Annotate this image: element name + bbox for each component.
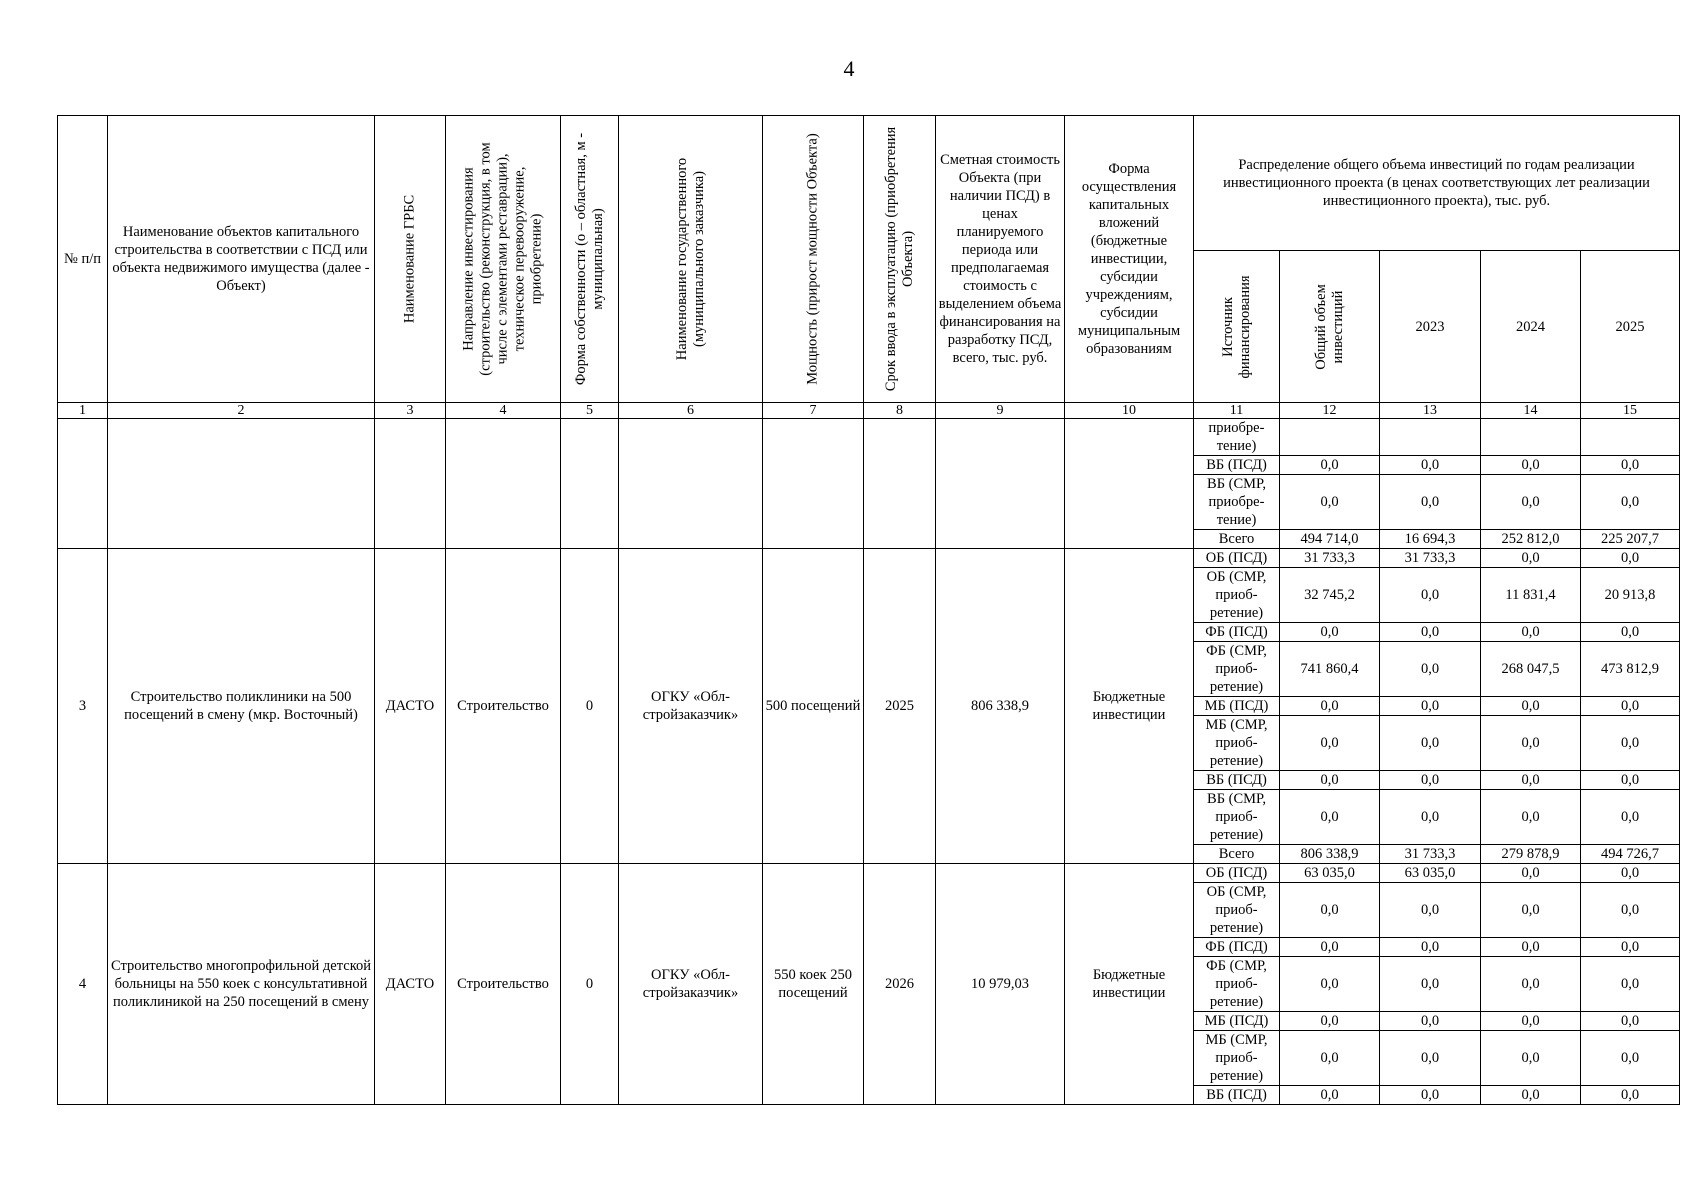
year-2025-cell: 473 812,9 bbox=[1581, 642, 1680, 697]
column-number-12: 12 bbox=[1280, 403, 1380, 419]
header-ownership: Форма собственности (о – областная, м - муниципальная) bbox=[561, 116, 619, 403]
customer-cell: ОГКУ «Обл-стройзаказчик» bbox=[619, 864, 763, 1105]
total-investment-cell: 806 338,9 bbox=[1280, 845, 1380, 864]
investment-form-cell: Бюджетные инвестиции bbox=[1065, 864, 1194, 1105]
estimated-cost-cell: 10 979,03 bbox=[936, 864, 1065, 1105]
year-2023-cell: 0,0 bbox=[1380, 957, 1481, 1012]
year-2024-cell: 252 812,0 bbox=[1481, 530, 1581, 549]
year-2024-cell: 0,0 bbox=[1481, 475, 1581, 530]
column-number-8: 8 bbox=[864, 403, 936, 419]
empty-cell bbox=[864, 419, 936, 549]
capacity-cell: 500 посещений bbox=[763, 549, 864, 864]
year-2024-cell: 268 047,5 bbox=[1481, 642, 1581, 697]
funding-source-cell: ФБ (ПСД) bbox=[1194, 623, 1280, 642]
column-number-2: 2 bbox=[108, 403, 375, 419]
column-number-14: 14 bbox=[1481, 403, 1581, 419]
table-row bbox=[58, 419, 1680, 456]
year-2023-cell bbox=[1380, 419, 1481, 456]
column-number-7: 7 bbox=[763, 403, 864, 419]
total-investment-cell: 0,0 bbox=[1280, 771, 1380, 790]
year-2024-cell: 0,0 bbox=[1481, 883, 1581, 938]
header-object-name: Наименование объектов капитального строительства в соответствии с ПСД или объекта недвижимого имущества (далее - Объект) bbox=[108, 116, 375, 403]
funding-source-cell: ВБ (ПСД) bbox=[1194, 771, 1280, 790]
year-2025-cell: 0,0 bbox=[1581, 957, 1680, 1012]
page-number: 4 bbox=[843, 56, 855, 81]
year-2023-cell: 0,0 bbox=[1380, 456, 1481, 475]
year-2023-cell: 0,0 bbox=[1380, 623, 1481, 642]
ownership-cell: 0 bbox=[561, 864, 619, 1105]
total-investment-cell: 0,0 bbox=[1280, 883, 1380, 938]
total-investment-cell: 63 035,0 bbox=[1280, 864, 1380, 883]
year-2025-cell: 0,0 bbox=[1581, 1012, 1680, 1031]
header-capacity: Мощность (прирост мощности Объекта) bbox=[763, 116, 864, 403]
year-2024-cell: 0,0 bbox=[1481, 456, 1581, 475]
funding-source-cell: МБ (СМР, приоб-ретение) bbox=[1194, 1031, 1280, 1086]
year-2025-cell: 0,0 bbox=[1581, 1086, 1680, 1105]
year-2024-cell: 0,0 bbox=[1481, 623, 1581, 642]
empty-cell bbox=[936, 419, 1065, 549]
funding-source-cell: ФБ (ПСД) bbox=[1194, 938, 1280, 957]
year-2023-cell: 16 694,3 bbox=[1380, 530, 1481, 549]
year-2025-cell: 225 207,7 bbox=[1581, 530, 1680, 549]
total-investment-cell: 0,0 bbox=[1280, 716, 1380, 771]
header-direction: Направление инвестирования (строительство (реконструкция, в том числе с элементами реставрации), техническое перевооружение, приобретение) bbox=[446, 116, 561, 403]
deadline-cell: 2025 bbox=[864, 549, 936, 864]
year-2023-cell: 0,0 bbox=[1380, 1012, 1481, 1031]
funding-source-cell: МБ (ПСД) bbox=[1194, 697, 1280, 716]
header-customer: Наименование государственного (муниципального заказчика) bbox=[619, 116, 763, 403]
funding-source-cell: МБ (ПСД) bbox=[1194, 1012, 1280, 1031]
header-estimated-cost: Сметная стоимость Объекта (при наличии ПСД) в ценах планируемого периода или предполагаемая стоимость с выделением объема финансирования на разработку ПСД, всего, тыс. руб. bbox=[936, 116, 1065, 403]
year-2024-cell: 0,0 bbox=[1481, 790, 1581, 845]
year-2023-cell: 0,0 bbox=[1380, 642, 1481, 697]
investment-form-cell: Бюджетные инвестиции bbox=[1065, 549, 1194, 864]
object-name: Строительство многопрофильной детской больницы на 550 коек с консультативной поликлиникой на 250 посещений в смену bbox=[108, 864, 375, 1105]
header-year-2024: 2024 bbox=[1481, 251, 1581, 403]
total-investment-cell: 0,0 bbox=[1280, 957, 1380, 1012]
funding-source-cell: приобре-тение) bbox=[1194, 419, 1280, 456]
empty-cell bbox=[561, 419, 619, 549]
year-2023-cell: 0,0 bbox=[1380, 790, 1481, 845]
header-total-investment: Общий объем инвестиций bbox=[1280, 251, 1380, 403]
empty-cell bbox=[58, 419, 108, 549]
funding-source-cell: Всего bbox=[1194, 845, 1280, 864]
empty-cell bbox=[1065, 419, 1194, 549]
column-number-5: 5 bbox=[561, 403, 619, 419]
table-row bbox=[58, 549, 1680, 568]
year-2023-cell: 0,0 bbox=[1380, 1086, 1481, 1105]
funding-source-cell: МБ (СМР, приоб-ретение) bbox=[1194, 716, 1280, 771]
total-investment-cell: 0,0 bbox=[1280, 1086, 1380, 1105]
year-2023-cell: 0,0 bbox=[1380, 1031, 1481, 1086]
header-investment-form: Форма осуществления капитальных вложений (бюджетные инвестиции, субсидии учреждениям, субсидии муниципальным образованиям bbox=[1065, 116, 1194, 403]
year-2023-cell: 31 733,3 bbox=[1380, 549, 1481, 568]
ownership-cell: 0 bbox=[561, 549, 619, 864]
column-number-13: 13 bbox=[1380, 403, 1481, 419]
year-2025-cell: 20 913,8 bbox=[1581, 568, 1680, 623]
header-deadline: Срок ввода в эксплуатацию (приобретения Объекта) bbox=[864, 116, 936, 403]
year-2025-cell: 0,0 bbox=[1581, 771, 1680, 790]
year-2025-cell: 0,0 bbox=[1581, 697, 1680, 716]
funding-source-cell: ВБ (СМР, приобре-тение) bbox=[1194, 475, 1280, 530]
column-number-3: 3 bbox=[375, 403, 446, 419]
empty-cell bbox=[446, 419, 561, 549]
year-2025-cell: 0,0 bbox=[1581, 475, 1680, 530]
funding-source-cell: ВБ (СМР, приоб-ретение) bbox=[1194, 790, 1280, 845]
object-number: 4 bbox=[58, 864, 108, 1105]
funding-source-cell: ВБ (ПСД) bbox=[1194, 1086, 1280, 1105]
funding-source-cell: ФБ (СМР, приоб-ретение) bbox=[1194, 957, 1280, 1012]
year-2025-cell: 0,0 bbox=[1581, 1031, 1680, 1086]
year-2023-cell: 0,0 bbox=[1380, 568, 1481, 623]
total-investment-cell: 0,0 bbox=[1280, 475, 1380, 530]
year-2024-cell: 0,0 bbox=[1481, 1031, 1581, 1086]
funding-source-cell: ОБ (ПСД) bbox=[1194, 549, 1280, 568]
direction-cell: Строительство bbox=[446, 864, 561, 1105]
header-grbs: Наименование ГРБС bbox=[375, 116, 446, 403]
year-2023-cell: 63 035,0 bbox=[1380, 864, 1481, 883]
deadline-cell: 2026 bbox=[864, 864, 936, 1105]
year-2025-cell: 0,0 bbox=[1581, 790, 1680, 845]
year-2023-cell: 0,0 bbox=[1380, 716, 1481, 771]
year-2024-cell: 0,0 bbox=[1481, 771, 1581, 790]
column-number-6: 6 bbox=[619, 403, 763, 419]
object-name: Строительство поликлиники на 500 посещений в смену (мкр. Восточный) bbox=[108, 549, 375, 864]
empty-cell bbox=[375, 419, 446, 549]
grbs-cell: ДАСТО bbox=[375, 864, 446, 1105]
total-investment-cell: 741 860,4 bbox=[1280, 642, 1380, 697]
total-investment-cell: 0,0 bbox=[1280, 1012, 1380, 1031]
year-2025-cell: 0,0 bbox=[1581, 883, 1680, 938]
year-2023-cell: 0,0 bbox=[1380, 883, 1481, 938]
total-investment-cell: 494 714,0 bbox=[1280, 530, 1380, 549]
year-2024-cell: 0,0 bbox=[1481, 697, 1581, 716]
investment-table bbox=[57, 115, 1680, 1105]
empty-cell bbox=[619, 419, 763, 549]
header-funding-source: Источник финансирования bbox=[1194, 251, 1280, 403]
year-2025-cell: 0,0 bbox=[1581, 549, 1680, 568]
header-year-2025: 2025 bbox=[1581, 251, 1680, 403]
table-row bbox=[58, 864, 1680, 883]
customer-cell: ОГКУ «Обл-стройзаказчик» bbox=[619, 549, 763, 864]
year-2025-cell: 0,0 bbox=[1581, 938, 1680, 957]
year-2024-cell: 0,0 bbox=[1481, 1086, 1581, 1105]
object-number: 3 bbox=[58, 549, 108, 864]
total-investment-cell: 0,0 bbox=[1280, 697, 1380, 716]
total-investment-cell: 0,0 bbox=[1280, 456, 1380, 475]
year-2025-cell bbox=[1581, 419, 1680, 456]
column-number-4: 4 bbox=[446, 403, 561, 419]
column-number-1: 1 bbox=[58, 403, 108, 419]
header-num: № п/п bbox=[58, 116, 108, 403]
year-2023-cell: 0,0 bbox=[1380, 771, 1481, 790]
header-year-2023: 2023 bbox=[1380, 251, 1481, 403]
column-number-11: 11 bbox=[1194, 403, 1280, 419]
total-investment-cell: 0,0 bbox=[1280, 938, 1380, 957]
empty-cell bbox=[108, 419, 375, 549]
year-2025-cell: 494 726,7 bbox=[1581, 845, 1680, 864]
year-2023-cell: 31 733,3 bbox=[1380, 845, 1481, 864]
year-2023-cell: 0,0 bbox=[1380, 475, 1481, 530]
header-distribution: Распределение общего объема инвестиций по годам реализации инвестиционного проекта (в ценах соответствующих лет реализации инвестиционного проекта), тыс. руб. bbox=[1194, 116, 1680, 251]
column-number-10: 10 bbox=[1065, 403, 1194, 419]
total-investment-cell bbox=[1280, 419, 1380, 456]
estimated-cost-cell: 806 338,9 bbox=[936, 549, 1065, 864]
funding-source-cell: ОБ (СМР, приоб-ретение) bbox=[1194, 568, 1280, 623]
funding-source-cell: ОБ (ПСД) bbox=[1194, 864, 1280, 883]
column-number-row bbox=[58, 403, 1680, 419]
year-2023-cell: 0,0 bbox=[1380, 938, 1481, 957]
total-investment-cell: 0,0 bbox=[1280, 1031, 1380, 1086]
year-2024-cell: 0,0 bbox=[1481, 957, 1581, 1012]
year-2024-cell: 11 831,4 bbox=[1481, 568, 1581, 623]
funding-source-cell: ФБ (СМР, приоб-ретение) bbox=[1194, 642, 1280, 697]
year-2024-cell: 0,0 bbox=[1481, 716, 1581, 771]
funding-source-cell: ВБ (ПСД) bbox=[1194, 456, 1280, 475]
year-2025-cell: 0,0 bbox=[1581, 716, 1680, 771]
column-number-9: 9 bbox=[936, 403, 1065, 419]
year-2024-cell: 0,0 bbox=[1481, 938, 1581, 957]
year-2025-cell: 0,0 bbox=[1581, 456, 1680, 475]
empty-cell bbox=[763, 419, 864, 549]
total-investment-cell: 0,0 bbox=[1280, 790, 1380, 845]
grbs-cell: ДАСТО bbox=[375, 549, 446, 864]
year-2024-cell: 0,0 bbox=[1481, 549, 1581, 568]
column-number-15: 15 bbox=[1581, 403, 1680, 419]
total-investment-cell: 0,0 bbox=[1280, 623, 1380, 642]
direction-cell: Строительство bbox=[446, 549, 561, 864]
capacity-cell: 550 коек 250 посещений bbox=[763, 864, 864, 1105]
total-investment-cell: 32 745,2 bbox=[1280, 568, 1380, 623]
year-2024-cell: 279 878,9 bbox=[1481, 845, 1581, 864]
year-2025-cell: 0,0 bbox=[1581, 864, 1680, 883]
year-2023-cell: 0,0 bbox=[1380, 697, 1481, 716]
year-2024-cell: 0,0 bbox=[1481, 864, 1581, 883]
year-2024-cell: 0,0 bbox=[1481, 1012, 1581, 1031]
funding-source-cell: Всего bbox=[1194, 530, 1280, 549]
total-investment-cell: 31 733,3 bbox=[1280, 549, 1380, 568]
funding-source-cell: ОБ (СМР, приоб-ретение) bbox=[1194, 883, 1280, 938]
year-2024-cell bbox=[1481, 419, 1581, 456]
year-2025-cell: 0,0 bbox=[1581, 623, 1680, 642]
